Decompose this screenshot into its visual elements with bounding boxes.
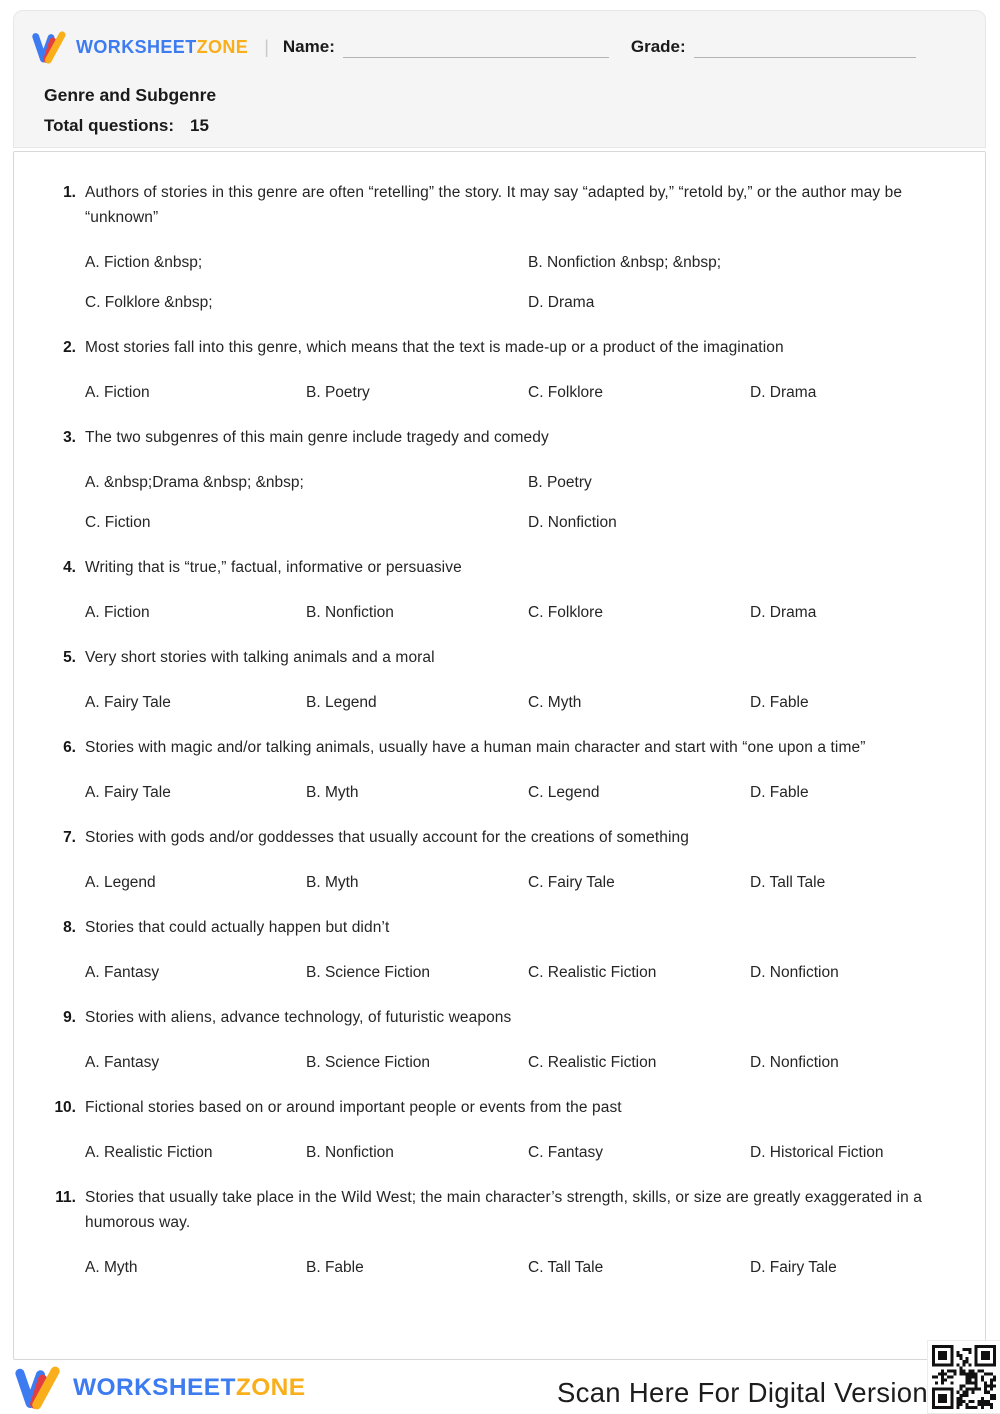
question-body bbox=[85, 825, 957, 893]
question-number: 10. bbox=[54, 1099, 76, 1116]
wordmark-zone: ZONE bbox=[196, 36, 249, 57]
option: C. Folklore bbox=[528, 384, 603, 401]
question-options bbox=[85, 693, 957, 713]
brand-row bbox=[31, 28, 965, 66]
total-questions-value: 15 bbox=[190, 116, 209, 135]
footer-logo bbox=[14, 1366, 306, 1410]
question-text: Stories with magic and/or talking animals, usually have a human main character and start with “one upon a time” bbox=[85, 739, 866, 756]
question-text: Very short stories with talking animals and a moral bbox=[85, 649, 435, 666]
question-options bbox=[85, 963, 957, 983]
option: A. Fairy Tale bbox=[85, 694, 171, 711]
question-number: 11. bbox=[55, 1189, 76, 1206]
question bbox=[51, 180, 957, 313]
question-number: 9. bbox=[63, 1009, 76, 1026]
worksheetzone-w-icon bbox=[31, 31, 69, 64]
option: A. Fantasy bbox=[85, 1054, 160, 1071]
option: A. Fiction bbox=[85, 604, 150, 621]
option: B. Fable bbox=[306, 1259, 364, 1276]
grade-write-line bbox=[694, 36, 916, 58]
question-text: Stories with aliens, advance technology, of futuristic weapons bbox=[85, 1009, 512, 1026]
question-options bbox=[85, 873, 957, 893]
question-options bbox=[85, 783, 957, 803]
option: D. Nonfiction bbox=[750, 964, 839, 981]
option: D. Drama bbox=[750, 604, 817, 621]
option: D. Historical Fiction bbox=[750, 1144, 884, 1161]
option: C. Tall Tale bbox=[528, 1259, 604, 1276]
option: D. Fairy Tale bbox=[750, 1259, 837, 1276]
question-options bbox=[85, 383, 957, 403]
header-separator: | bbox=[264, 36, 269, 57]
question-body bbox=[85, 180, 957, 313]
option: B. Nonfiction &nbsp; &nbsp; bbox=[528, 254, 722, 271]
question-body bbox=[85, 645, 957, 713]
option: B. Science Fiction bbox=[306, 1054, 431, 1071]
wordmark-worksheet: WORKSHEET bbox=[76, 36, 197, 57]
footer-wordmark bbox=[73, 1374, 306, 1402]
option: B. Nonfiction bbox=[306, 604, 394, 621]
question-number: 5. bbox=[63, 649, 76, 666]
wordmark-worksheet: WORKSHEET bbox=[73, 1374, 236, 1401]
option: D. Tall Tale bbox=[750, 874, 826, 891]
wordmark-zone: ZONE bbox=[235, 1374, 306, 1401]
option: C. Myth bbox=[528, 694, 582, 711]
question-options bbox=[85, 253, 957, 313]
question-text: The two subgenres of this main genre include tragedy and comedy bbox=[85, 429, 549, 446]
worksheetzone-wordmark bbox=[76, 37, 248, 58]
question-text: Fictional stories based on or around important people or events from the past bbox=[85, 1099, 622, 1116]
question-options bbox=[85, 1053, 957, 1073]
question-options bbox=[85, 473, 957, 533]
question-number: 7. bbox=[63, 829, 76, 846]
option: B. Myth bbox=[306, 784, 359, 801]
worksheetzone-w-icon bbox=[14, 1366, 64, 1410]
question-body bbox=[85, 335, 957, 403]
option: D. Fable bbox=[750, 784, 809, 801]
question-number: 4. bbox=[63, 559, 76, 576]
option: C. Fiction bbox=[85, 514, 151, 531]
question-options bbox=[85, 603, 957, 623]
question-text: Writing that is “true,” factual, informative or persuasive bbox=[85, 559, 462, 576]
question-number: 1. bbox=[63, 184, 76, 201]
name-label: Name: bbox=[282, 37, 335, 56]
question bbox=[51, 1095, 957, 1163]
option: A. Myth bbox=[85, 1259, 138, 1276]
question bbox=[51, 1185, 957, 1278]
option: D. Fable bbox=[750, 694, 809, 711]
question-body bbox=[85, 915, 957, 983]
grade-label: Grade: bbox=[630, 37, 686, 56]
option: B. Science Fiction bbox=[306, 964, 431, 981]
question-body bbox=[85, 735, 957, 803]
total-questions bbox=[44, 116, 965, 136]
option: D. Drama bbox=[528, 294, 595, 311]
option: A. Legend bbox=[85, 874, 156, 891]
option: B. Poetry bbox=[306, 384, 370, 401]
option: A. Fiction &nbsp; bbox=[85, 254, 203, 271]
option: C. Fantasy bbox=[528, 1144, 603, 1161]
option: B. Nonfiction bbox=[306, 1144, 394, 1161]
question-body bbox=[85, 1185, 957, 1278]
option: A. Fairy Tale bbox=[85, 784, 171, 801]
option: C. Realistic Fiction bbox=[528, 1054, 657, 1071]
question-body bbox=[85, 555, 957, 623]
question-body bbox=[85, 1005, 957, 1073]
question bbox=[51, 645, 957, 713]
option: C. Folklore bbox=[528, 604, 603, 621]
question-body bbox=[85, 425, 957, 533]
question bbox=[51, 915, 957, 983]
total-questions-label: Total questions: bbox=[44, 116, 175, 135]
question-text: Authors of stories in this genre are often “retelling” the story. It may say “adapted by,” “retold by,” or the author may be “unknown” bbox=[85, 184, 903, 226]
worksheetzone-logo bbox=[31, 31, 248, 64]
option: A. Fantasy bbox=[85, 964, 160, 981]
option: B. Poetry bbox=[528, 474, 592, 491]
question-number: 6. bbox=[63, 739, 76, 756]
option: D. Nonfiction bbox=[750, 1054, 839, 1071]
option: C. Fairy Tale bbox=[528, 874, 615, 891]
option: D. Drama bbox=[750, 384, 817, 401]
scan-here-text: Scan Here For Digital Version bbox=[557, 1377, 928, 1408]
question-text: Stories with gods and/or goddesses that usually account for the creations of something bbox=[85, 829, 689, 846]
option: C. Folklore &nbsp; bbox=[85, 294, 213, 311]
question bbox=[51, 425, 957, 533]
option: C. Legend bbox=[528, 784, 600, 801]
question bbox=[51, 555, 957, 623]
option: B. Myth bbox=[306, 874, 359, 891]
question-text: Stories that could actually happen but didn’t bbox=[85, 919, 390, 936]
question-number: 3. bbox=[63, 429, 76, 446]
question-options bbox=[85, 1143, 957, 1163]
option: C. Realistic Fiction bbox=[528, 964, 657, 981]
question-number: 8. bbox=[63, 919, 76, 936]
question-number: 2. bbox=[63, 339, 76, 356]
question bbox=[51, 825, 957, 893]
option: B. Legend bbox=[306, 694, 377, 711]
name-write-line bbox=[343, 36, 609, 58]
worksheet-title: Genre and Subgenre bbox=[44, 85, 217, 105]
option: A. &nbsp;Drama &nbsp; &nbsp; bbox=[85, 474, 304, 491]
questions-card bbox=[13, 151, 986, 1360]
question-options bbox=[85, 1258, 957, 1278]
worksheet-header bbox=[13, 10, 986, 148]
question bbox=[51, 1005, 957, 1073]
option: A. Fiction bbox=[85, 384, 150, 401]
question-body bbox=[85, 1095, 957, 1163]
question bbox=[51, 735, 957, 803]
question-text: Stories that usually take place in the Wild West; the main character’s strength, skills, or size are greatly exaggerated in a humorous way. bbox=[85, 1189, 922, 1231]
question bbox=[51, 335, 957, 403]
question-text: Most stories fall into this genre, which means that the text is made-up or a product of the imagination bbox=[85, 339, 784, 356]
option: D. Nonfiction bbox=[528, 514, 617, 531]
qr-code bbox=[928, 1341, 1000, 1413]
option: A. Realistic Fiction bbox=[85, 1144, 213, 1161]
